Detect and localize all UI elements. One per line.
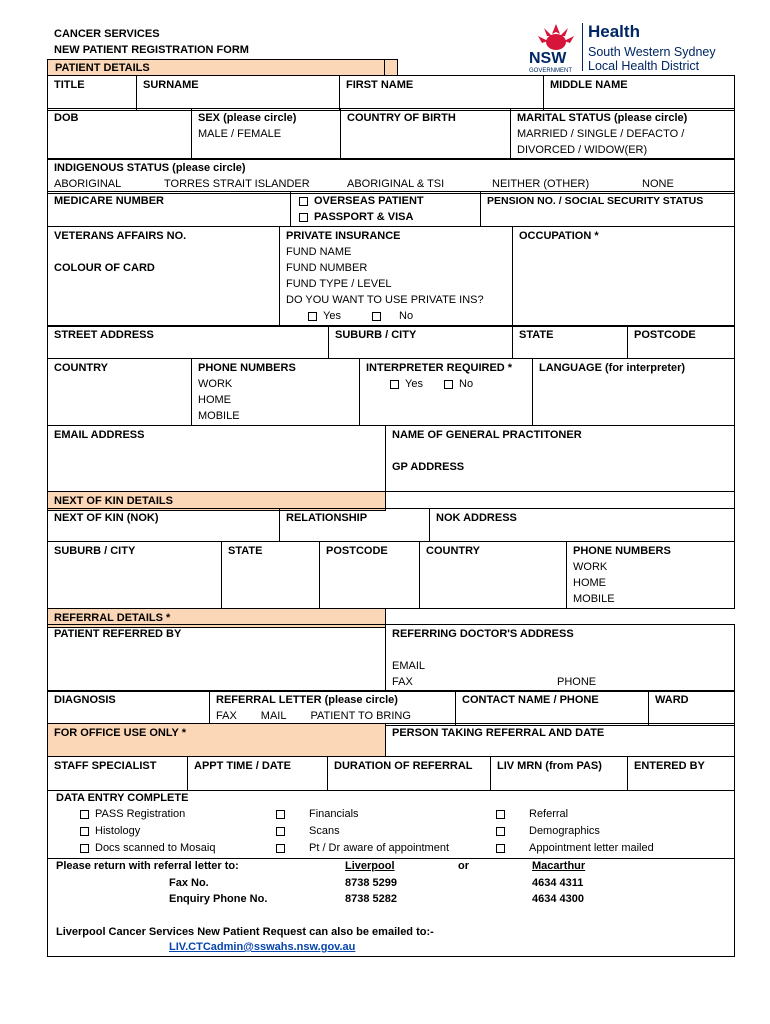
email-note: Liverpool Cancer Services New Patient Request can also be emailed to:- [56, 926, 434, 938]
gp-address-label: GP ADDRESS [392, 461, 465, 473]
nok-phone-mobile: MOBILE [573, 593, 615, 605]
street-address-field[interactable]: STREET ADDRESS [48, 326, 329, 359]
nok-row [47, 508, 735, 542]
first-name-field[interactable]: FIRST NAME [340, 76, 544, 111]
email-address-field[interactable]: EMAIL ADDRESS [48, 426, 386, 492]
referral-row [47, 624, 735, 692]
email-gp-row [47, 425, 735, 492]
or-text: or [458, 860, 469, 872]
entered-by-field[interactable]: ENTERED BY [628, 757, 735, 791]
referring-doctor-field[interactable] [386, 625, 735, 692]
private-no-label: No [399, 310, 414, 322]
data-entry-label: DATA ENTRY COMPLETE [56, 792, 189, 804]
patient-name-row [47, 75, 735, 111]
demographics-label: Demographics [529, 825, 600, 837]
colour-card-label: COLOUR OF CARD [54, 262, 155, 274]
doctor-phone-label: PHONE [557, 676, 597, 688]
logo-health: Health [588, 22, 640, 41]
phone-home-label: HOME [198, 394, 231, 406]
indigenous-row [47, 158, 735, 194]
phone-numbers-field[interactable] [192, 359, 360, 426]
diagnosis-row [47, 690, 735, 726]
address-row [47, 325, 735, 359]
patient-details-tab [384, 59, 398, 75]
indigenous-option-neither: NEITHER (OTHER) [492, 178, 590, 190]
phone-numbers-label: PHONE NUMBERS [198, 362, 296, 374]
office-row [47, 723, 735, 757]
form-org-title: CANCER SERVICES [54, 28, 160, 40]
nok-state-field[interactable]: STATE [222, 542, 320, 609]
private-no-checkbox[interactable] [372, 312, 381, 321]
interpreter-no-label: No [459, 378, 474, 390]
country-field[interactable]: COUNTRY [48, 359, 192, 426]
nok-address-field[interactable]: NOK ADDRESS [430, 509, 735, 542]
nok-details-header: NEXT OF KIN DETAILS [48, 492, 386, 511]
private-yes-label: Yes [323, 310, 341, 322]
enquiry-label: Enquiry Phone No. [169, 893, 268, 905]
veterans-field[interactable] [48, 227, 280, 327]
nok-postcode-field[interactable]: POSTCODE [320, 542, 420, 609]
nsw-health-logo [526, 20, 736, 75]
interpreter-yes-label: Yes [405, 378, 423, 390]
middle-name-field[interactable]: MIDDLE NAME [544, 76, 735, 111]
nok-phone-work: WORK [573, 561, 608, 573]
indigenous-label: INDIGENOUS STATUS (please circle) [54, 162, 246, 174]
letter-fax-opt: FAX [216, 710, 237, 722]
liverpool-heading: Liverpool [345, 860, 395, 872]
person-taking-field[interactable]: PERSON TAKING REFERRAL AND DATE [386, 724, 735, 757]
office-use-header: FOR OFFICE USE ONLY * [48, 724, 386, 757]
fund-type-label: FUND TYPE / LEVEL [286, 278, 392, 290]
liv-mrn-field[interactable]: LIV MRN (from PAS) [491, 757, 628, 791]
indigenous-option-both: ABORIGINAL & TSI [347, 178, 445, 190]
financials-label: Financials [309, 808, 359, 820]
medicare-field[interactable]: MEDICARE NUMBER [48, 192, 291, 227]
overseas-checkbox[interactable] [299, 197, 308, 206]
referral-details-header: REFERRAL DETAILS * [48, 609, 386, 628]
marital-options-2: DIVORCED / WIDOW(ER) [517, 144, 648, 156]
gp-name-label: NAME OF GENERAL PRACTITONER [392, 429, 582, 441]
title-field[interactable]: TITLE [48, 76, 137, 111]
veterans-label: VETERANS AFFAIRS NO. [54, 230, 187, 242]
ward-field[interactable]: WARD [649, 691, 735, 726]
sex-label: SEX (please circle) [198, 112, 297, 124]
surname-field[interactable]: SURNAME [137, 76, 340, 111]
docs-label: Docs scanned to Mosaiq [95, 842, 216, 854]
referred-by-field[interactable]: PATIENT REFERRED BY [48, 625, 386, 692]
liverpool-phone: 8738 5282 [345, 893, 397, 905]
pass-checkbox[interactable] [80, 810, 89, 819]
logo-divider [582, 23, 583, 71]
aware-label: Pt / Dr aware of appointment [309, 842, 450, 854]
interpreter-no-checkbox[interactable] [444, 380, 453, 389]
histology-label: Histology [95, 825, 141, 837]
email-link[interactable]: LIV.CTCadmin@sswahs.nsw.gov.au [169, 941, 356, 953]
liverpool-fax: 8738 5299 [345, 877, 397, 889]
doctor-fax-label: FAX [392, 676, 413, 688]
pension-field[interactable]: PENSION NO. / SOCIAL SECURITY STATUS [481, 192, 735, 227]
dob-field[interactable]: DOB [48, 109, 192, 160]
marital-options-1: MARRIED / SINGLE / DEFACTO / [517, 128, 685, 140]
phone-mobile-label: MOBILE [198, 410, 240, 422]
referral-letter-field[interactable] [210, 691, 456, 726]
indigenous-field[interactable] [48, 159, 735, 194]
nok-phone-home: HOME [573, 577, 606, 589]
private-ins-label: PRIVATE INSURANCE [286, 230, 401, 242]
logo-district-line2: Local Health District [588, 59, 700, 73]
nok-suburb-field[interactable]: SUBURB / CITY [48, 542, 222, 609]
indigenous-option-aboriginal: ABORIGINAL [54, 178, 122, 190]
referral-check-label: Referral [529, 808, 569, 820]
return-text: Please return with referral letter to: [56, 860, 239, 872]
scans-checkbox[interactable] [276, 827, 285, 836]
gp-field[interactable] [386, 426, 735, 492]
interpreter-label: INTERPRETER REQUIRED * [366, 362, 513, 374]
scans-label: Scans [309, 825, 340, 837]
sex-field[interactable] [192, 109, 341, 160]
docs-checkbox[interactable] [80, 844, 89, 853]
medicare-row [47, 191, 735, 227]
waratah-icon [526, 20, 586, 75]
private-insurance-field[interactable] [280, 227, 513, 327]
form-title: NEW PATIENT REGISTRATION FORM [54, 44, 249, 56]
occupation-field[interactable]: OCCUPATION * [513, 227, 735, 327]
nok-phone-label: PHONE NUMBERS [573, 545, 671, 557]
marital-label: MARITAL STATUS (please circle) [517, 112, 688, 124]
passport-label: PASSPORT & VISA [314, 211, 414, 223]
footer-divider [48, 858, 734, 859]
contact-row [47, 358, 735, 426]
private-yes-checkbox[interactable] [308, 312, 317, 321]
letter-bring-opt: PATIENT TO BRING [310, 710, 411, 722]
indigenous-option-none: NONE [642, 178, 674, 190]
aware-checkbox[interactable] [276, 844, 285, 853]
logo-district-line1: South Western Sydney [588, 45, 716, 59]
macarthur-fax: 4634 4311 [532, 877, 584, 889]
interpreter-field [360, 359, 533, 426]
letter-mailed-checkbox[interactable] [496, 844, 505, 853]
indigenous-option-tsi: TORRES STRAIT ISLANDER [164, 178, 310, 190]
overseas-passport-field [291, 192, 481, 227]
overseas-label: OVERSEAS PATIENT [314, 195, 424, 207]
fax-label: Fax No. [169, 877, 209, 889]
nok-phone-field[interactable] [567, 542, 735, 609]
fund-name-label: FUND NAME [286, 246, 352, 258]
nok-address-row [47, 541, 735, 609]
patient-details-header: PATIENT DETAILS [47, 59, 385, 75]
contact-field[interactable]: CONTACT NAME / PHONE [456, 691, 649, 726]
interpreter-yes-checkbox[interactable] [390, 380, 399, 389]
nok-country-field[interactable]: COUNTRY [420, 542, 567, 609]
fund-number-label: FUND NUMBER [286, 262, 368, 274]
nok-relationship-field[interactable]: RELATIONSHIP [280, 509, 430, 542]
office-detail-row [47, 756, 735, 791]
language-field[interactable]: LANGUAGE (for interpreter) [533, 359, 735, 426]
pass-label: PASS Registration [95, 808, 186, 820]
doctor-email-label: EMAIL [392, 660, 426, 672]
macarthur-phone: 4634 4300 [532, 893, 584, 905]
patient-dob-row [47, 108, 735, 160]
logo-gov-text: GOVERNMENT [529, 68, 573, 74]
doctor-address-label: REFERRING DOCTOR'S ADDRESS [392, 628, 574, 640]
letter-mail-opt: MAIL [260, 710, 287, 722]
diagnosis-field[interactable]: DIAGNOSIS [48, 691, 210, 726]
logo-nsw-text: NSW [529, 50, 567, 67]
insurance-row [47, 226, 735, 327]
letter-mailed-label: Appointment letter mailed [529, 842, 654, 854]
referral-checkbox[interactable] [496, 810, 505, 819]
data-entry-box [47, 789, 735, 957]
country-of-birth-field[interactable]: COUNTRY OF BIRTH [341, 109, 511, 160]
passport-checkbox[interactable] [299, 213, 308, 222]
appt-field[interactable]: APPT TIME / DATE [188, 757, 328, 791]
sex-options: MALE / FEMALE [198, 128, 282, 140]
macarthur-heading: Macarthur [532, 860, 586, 872]
use-private-label: DO YOU WANT TO USE PRIVATE INS? [286, 294, 484, 306]
histology-checkbox[interactable] [80, 827, 89, 836]
state-field[interactable]: STATE [513, 326, 628, 359]
phone-work-label: WORK [198, 378, 233, 390]
duration-field[interactable]: DURATION OF REFERRAL [328, 757, 491, 791]
suburb-field[interactable]: SUBURB / CITY [329, 326, 513, 359]
postcode-field[interactable]: POSTCODE [628, 326, 735, 359]
financials-checkbox[interactable] [276, 810, 285, 819]
marital-status-field[interactable] [511, 109, 735, 160]
demographics-checkbox[interactable] [496, 827, 505, 836]
nok-name-field[interactable]: NEXT OF KIN (NOK) [48, 509, 280, 542]
referral-letter-label: REFERRAL LETTER (please circle) [216, 694, 398, 706]
staff-specialist-field[interactable]: STAFF SPECIALIST [48, 757, 188, 791]
